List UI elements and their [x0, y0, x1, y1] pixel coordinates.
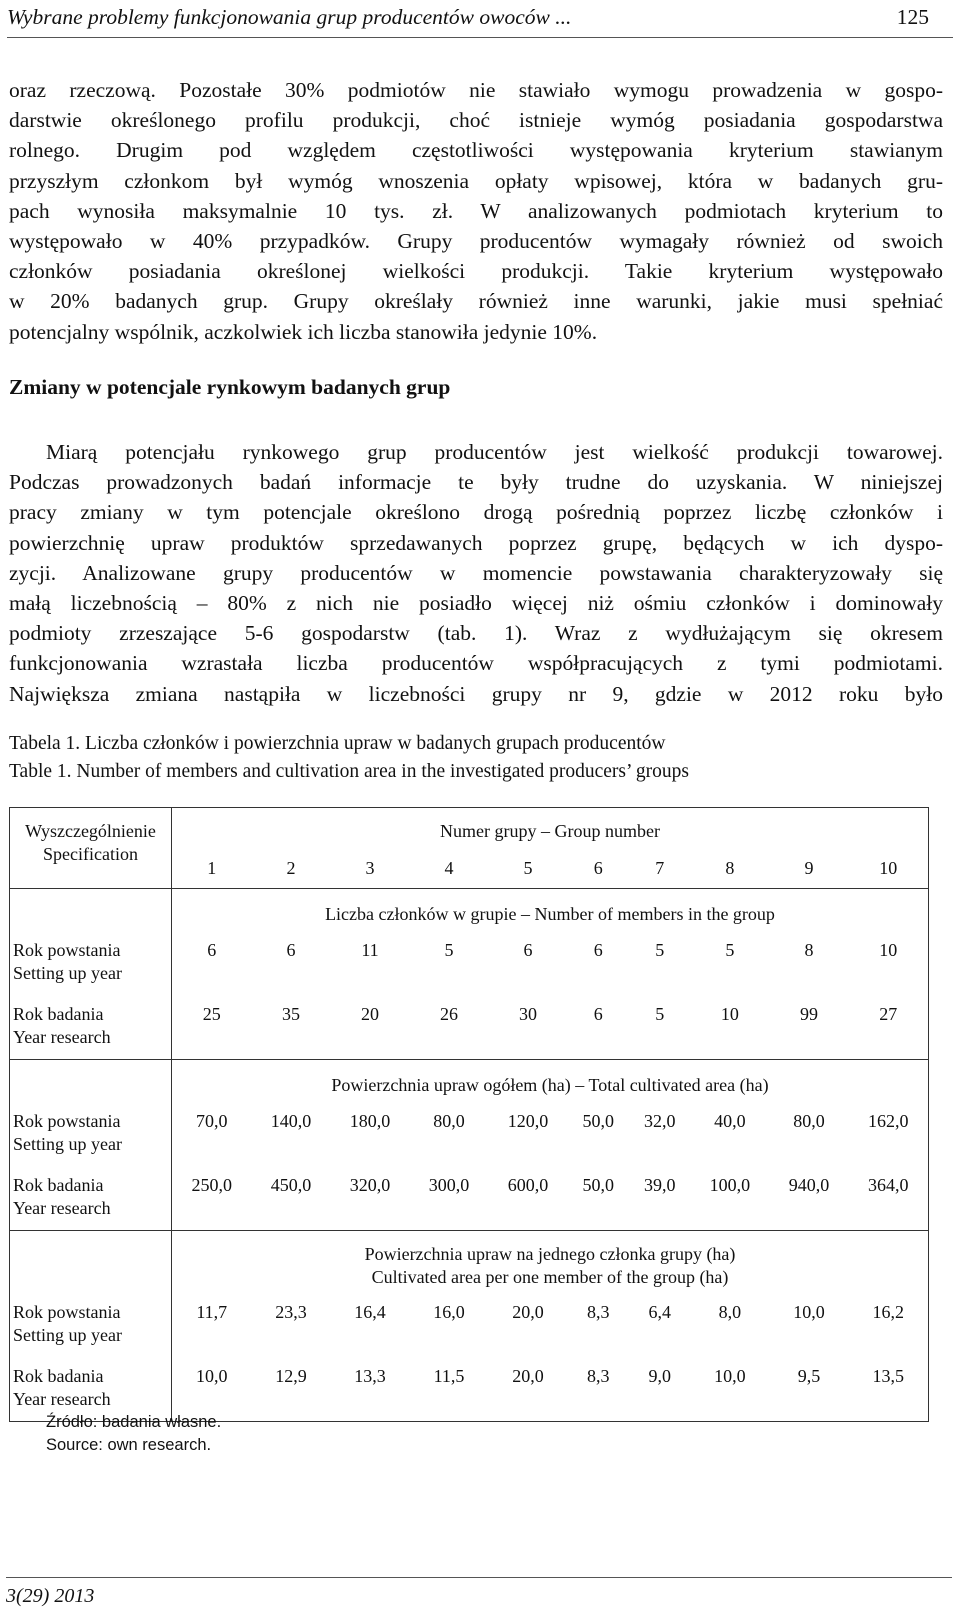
- value-cell: 6: [523, 940, 533, 960]
- value-cell: 16,4: [354, 1302, 386, 1322]
- value-cell: 5: [629, 999, 690, 1060]
- group-number-cell: 9: [769, 848, 848, 889]
- value-cell: 11: [361, 940, 379, 960]
- running-head-title: Wybrane problemy funkcjonowania grup producentów owoców ...: [7, 5, 572, 29]
- value-cell: 16,0: [433, 1302, 465, 1322]
- value-cell: 25: [172, 999, 252, 1060]
- source-note-pl: Źródło: badania własne.: [46, 1413, 222, 1431]
- value-cell: 13,3: [331, 1361, 410, 1422]
- row-label-line: Setting up year: [13, 1325, 122, 1345]
- row-label-setup: [10, 933, 172, 999]
- value-cell: 5: [725, 940, 735, 960]
- value-cell: 30: [489, 999, 568, 1060]
- value-cell: 10,0: [690, 1361, 769, 1422]
- value-cell: 180,0: [349, 1111, 391, 1131]
- group-number-header: Numer grupy – Group number: [172, 808, 929, 849]
- group-number-cell: 4: [410, 848, 489, 889]
- row-label-line: Year research: [13, 1389, 111, 1409]
- spec-header-cell-line: Specification: [43, 844, 138, 864]
- value-cell: 8: [804, 940, 814, 960]
- section-title-cell: [172, 1060, 929, 1105]
- text-line: podmioty zrzeszające 5-6 gospodarstw (tab. 1). Wraz z wydłużającym się okresem: [9, 621, 943, 646]
- value-cell: 50,0: [582, 1111, 615, 1131]
- value-cell: 6: [593, 940, 603, 960]
- group-number-cell: 8: [690, 848, 769, 889]
- page-number: 125: [896, 5, 929, 29]
- value-cell: 364,0: [848, 1170, 928, 1231]
- row-label-line: Rok badania: [13, 1004, 104, 1024]
- text-line: w 20% badanych grup. Grupy określały również inne warunki, jakie musi spełniać: [9, 289, 943, 314]
- value-cell: 8,3: [568, 1361, 629, 1422]
- row-label-line: Setting up year: [13, 1134, 122, 1154]
- row-label-line: Year research: [13, 1027, 111, 1047]
- issue-label: 3(29) 2013: [6, 1585, 95, 1607]
- section-heading: Zmiany w potencjale rynkowym badanych grup: [9, 375, 451, 399]
- section-title-line: Powierzchnia upraw ogółem (ha) – Total cultivated area (ha): [331, 1075, 769, 1095]
- row-label-research: [10, 999, 172, 1060]
- text-line: zycji. Analizowane grupy producentów w momencie powstawania charakteryzowały się: [9, 560, 943, 585]
- group-number-cell: 7: [629, 848, 690, 889]
- text-line: funkcjonowania wzrastała liczba producentów współpracujących z tymi podmiotami.: [9, 651, 943, 676]
- section-title-line: Liczba członków w grupie – Number of members in the group: [325, 904, 775, 924]
- value-cell: 20,0: [512, 1302, 544, 1322]
- page-footer: [6, 1585, 952, 1608]
- value-cell: 5: [655, 940, 665, 960]
- value-cell: 40,0: [714, 1111, 746, 1131]
- value-cell: 10: [690, 999, 769, 1060]
- group-number-cell: 5: [489, 848, 568, 889]
- row-label-line: Rok badania: [13, 1366, 104, 1386]
- value-cell: 450,0: [251, 1170, 330, 1231]
- section-title-line: Powierzchnia upraw na jednego członka grupy (ha): [364, 1244, 736, 1264]
- value-cell: 39,0: [629, 1170, 690, 1231]
- table-caption-en: Table 1. Number of members and cultivation area in the investigated producers’ groups: [9, 761, 690, 782]
- value-cell: 80,0: [433, 1111, 465, 1131]
- row-label-line: Rok powstania: [13, 1111, 121, 1131]
- text-line: małą liczebnością – 80% z nich nie posiadło więcej niż ośmiu członków i dominowały: [9, 591, 943, 616]
- text-line: pach wynosiła maksymalnie 10 tys. zł. W analizowanych podmiotach kryterium to: [9, 198, 943, 223]
- value-cell: 100,0: [690, 1170, 769, 1231]
- value-cell: 6: [207, 940, 217, 960]
- spec-spacer-cell: [10, 1060, 172, 1105]
- section-title-row: [10, 1060, 929, 1105]
- text-line: potencjalny wspólnik, aczkolwiek ich liczba stanowiła jedynie 10%.: [9, 319, 598, 344]
- section-title-line: Cultivated area per one member of the group (ha): [371, 1267, 729, 1287]
- value-cell: 6: [568, 999, 629, 1060]
- table-header-row: [10, 808, 929, 849]
- value-cell: 27: [848, 999, 928, 1060]
- group-number-cell: 1: [172, 848, 252, 889]
- text-line: pracy zmiany w tym potencjale określono drogą pośrednią poprzez liczbę członków i: [9, 500, 943, 525]
- text-line: Miarą potencjału rynkowego grup producentów jest wielkość produkcji towarowej.: [46, 440, 943, 464]
- table-caption: [9, 730, 689, 786]
- text-line: występowało w 40% przypadków. Grupy producentów wymagały również od swoich: [9, 229, 943, 254]
- spec-header-cell: [10, 808, 172, 889]
- value-cell: 6: [286, 940, 296, 960]
- text-line: przyszłym członkom był wymóg wnoszenia opłaty wpisowej, która w badanych gru-: [9, 168, 943, 193]
- value-cell: 20,0: [489, 1361, 568, 1422]
- paragraph-market-potential: [9, 437, 943, 709]
- value-cell: 16,2: [848, 1295, 928, 1361]
- running-head: [7, 3, 953, 38]
- value-cell: 6,4: [648, 1302, 671, 1322]
- value-cell: 13,5: [848, 1361, 928, 1422]
- table-caption-pl: Tabela 1. Liczba członków i powierzchnia upraw w badanych grupach producentów: [9, 733, 666, 754]
- value-cell: 35: [251, 999, 330, 1060]
- group-number-cell: 3: [331, 848, 410, 889]
- value-cell: 10,0: [793, 1302, 825, 1322]
- value-cell: 320,0: [331, 1170, 410, 1231]
- value-cell: 5: [444, 940, 454, 960]
- data-row-setup: [10, 1104, 929, 1170]
- data-row-setup: [10, 933, 929, 999]
- source-note-en: Source: own research.: [46, 1436, 212, 1454]
- group-number-cell: 6: [568, 848, 629, 889]
- value-cell: 120,0: [507, 1111, 549, 1131]
- row-label-line: Rok powstania: [13, 1302, 121, 1322]
- value-cell: 11,7: [196, 1302, 228, 1322]
- value-cell: 162,0: [848, 1104, 928, 1170]
- text-line: Największa zmiana nastąpiła w liczebności grupy nr 9, gdzie w 2012 roku było: [9, 681, 943, 706]
- value-cell: 8,0: [718, 1302, 742, 1322]
- section-title-cell: [172, 1231, 929, 1296]
- value-cell: 23,3: [275, 1302, 307, 1322]
- footer-rule: [6, 1577, 952, 1578]
- section-title-cell: [172, 889, 929, 934]
- table-source-note: [46, 1411, 221, 1457]
- row-label-setup: [10, 1104, 172, 1170]
- spec-header-cell-line: Wyszczególnienie: [25, 821, 156, 841]
- section-title-row: [10, 889, 929, 934]
- value-cell: 80,0: [793, 1111, 825, 1131]
- value-cell: 20: [331, 999, 410, 1060]
- text-line: powierzchnię upraw produktów sprzedawanych poprzez grupę, będących w ich dyspo-: [9, 530, 943, 555]
- data-row-setup: [10, 1295, 929, 1361]
- section-title-row: [10, 1231, 929, 1296]
- value-cell: 9,0: [629, 1361, 690, 1422]
- value-cell: 12,9: [251, 1361, 330, 1422]
- text-line: darstwie określonego profilu produkcji, choć istnieje wymóg posiadania gospodarstwa: [9, 108, 943, 133]
- spec-spacer-cell: [10, 889, 172, 934]
- value-cell: 26: [410, 999, 489, 1060]
- spec-spacer-cell: [10, 1231, 172, 1296]
- row-label-line: Setting up year: [13, 963, 122, 983]
- value-cell: 11,5: [410, 1361, 489, 1422]
- members-area-table: [9, 807, 929, 1422]
- value-cell: 50,0: [568, 1170, 629, 1231]
- text-line: oraz rzeczową. Pozostałe 30% podmiotów nie stawiało wymogu prowadzenia w gospo-: [9, 78, 943, 102]
- value-cell: 940,0: [769, 1170, 848, 1231]
- text-line: rolnego. Drugim pod względem częstotliwości występowania kryterium stawianym: [9, 138, 943, 163]
- value-cell: 99: [769, 999, 848, 1060]
- data-row-research: [10, 1170, 929, 1231]
- row-label-setup: [10, 1295, 172, 1361]
- group-number-cell: 10: [848, 848, 928, 889]
- value-cell: 32,0: [643, 1111, 676, 1131]
- row-label-line: Year research: [13, 1198, 111, 1218]
- value-cell: 70,0: [195, 1111, 228, 1131]
- value-cell: 10,0: [172, 1361, 252, 1422]
- row-label-line: Rok powstania: [13, 940, 121, 960]
- value-cell: 600,0: [489, 1170, 568, 1231]
- group-number-cell: 2: [251, 848, 330, 889]
- text-line: Podczas prowadzonych badań informacje te były trudne do uzyskania. W niniejszej: [9, 470, 943, 495]
- value-cell: 140,0: [270, 1111, 312, 1131]
- paragraph-requirements: [9, 75, 943, 347]
- row-label-research: [10, 1170, 172, 1231]
- row-label-line: Rok badania: [13, 1175, 104, 1195]
- value-cell: 8,3: [587, 1302, 610, 1322]
- value-cell: 250,0: [172, 1170, 252, 1231]
- value-cell: 10: [848, 933, 928, 999]
- data-row-research: [10, 999, 929, 1060]
- text-line: członków posiadania określonej wielkości produkcji. Takie kryterium występowało: [9, 259, 943, 284]
- value-cell: 300,0: [410, 1170, 489, 1231]
- value-cell: 9,5: [769, 1361, 848, 1422]
